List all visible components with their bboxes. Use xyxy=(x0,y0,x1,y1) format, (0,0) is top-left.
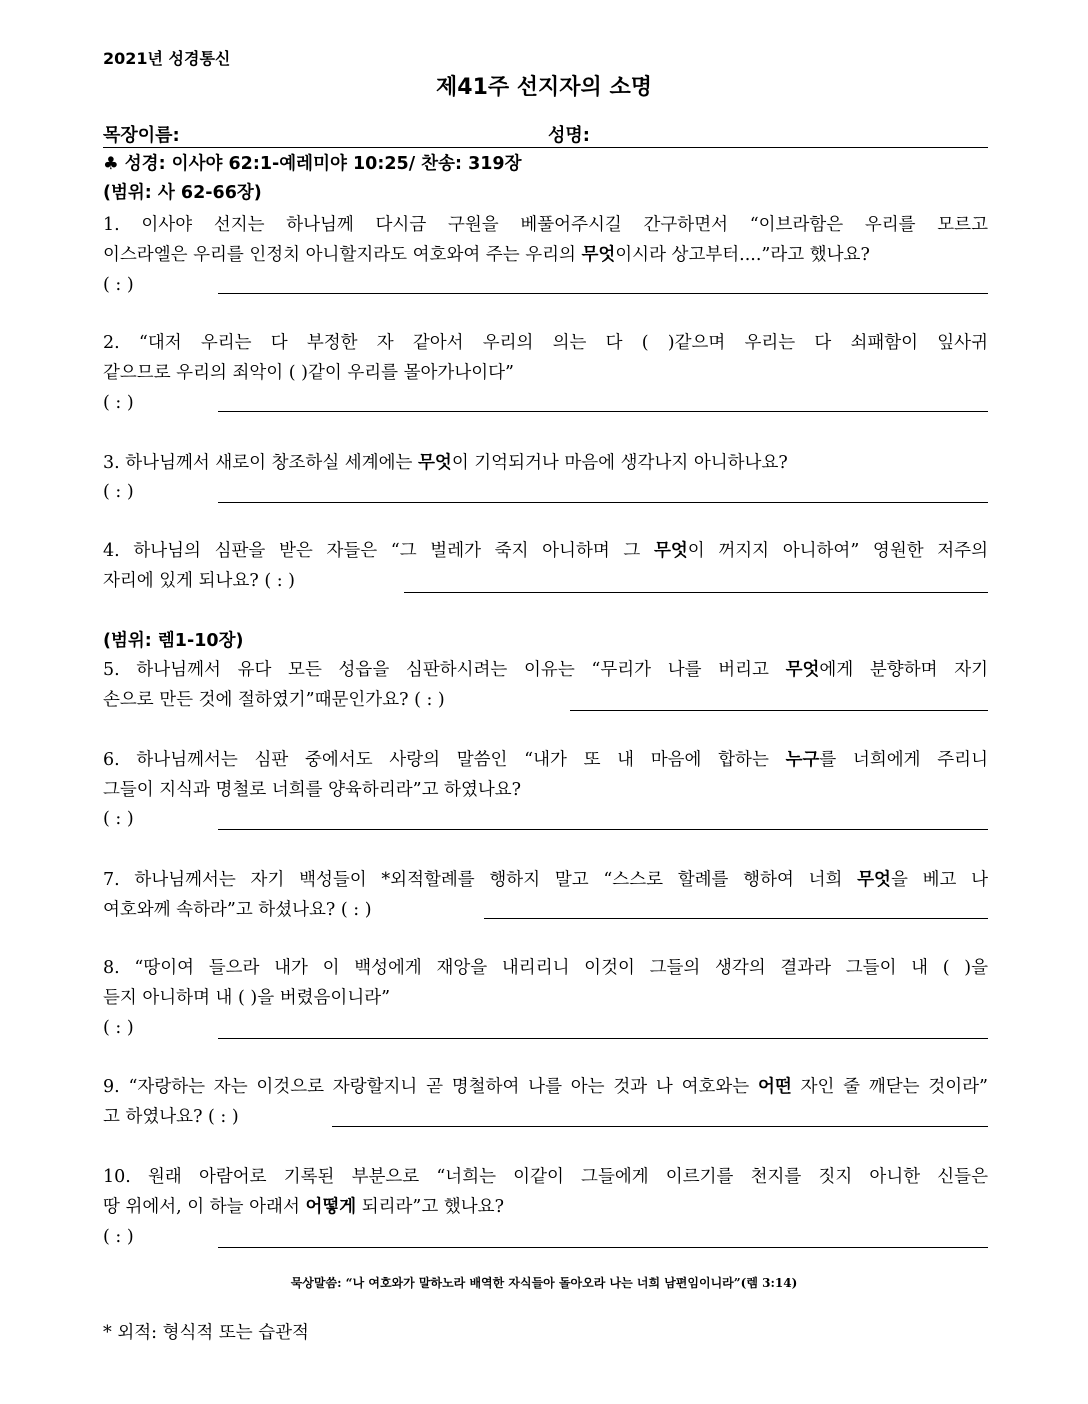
question-5 xyxy=(103,655,988,715)
section-range-1: (범위: 사 62-66장) xyxy=(103,183,262,203)
answer-line[interactable] xyxy=(218,1038,988,1039)
question-7 xyxy=(103,865,988,925)
question-line: 9. “자랑하는 자는 이것으로 자랑할지니 곧 명철하여 나를 아는 것과 나 여호와는 어떤 자인 줄 깨닫는 것이라” xyxy=(103,1077,989,1097)
section-range-2: (범위: 렘1-10장) xyxy=(103,631,244,651)
question-3 xyxy=(103,448,988,478)
question-8 xyxy=(103,953,988,1013)
answer-line[interactable] xyxy=(484,918,988,919)
question-line: 5. 하나님께서 유다 모든 성읍을 심판하시려는 이유는 “무리가 나를 버리고 무엇에게 분향하며 자기 xyxy=(103,660,989,680)
group-name-label: 목장이름: xyxy=(103,125,180,146)
question-line: 손으로 만든 것에 절하였기”때문인가요? ( : ) xyxy=(103,690,445,710)
answer-line[interactable] xyxy=(218,502,988,503)
answer-blank: ( : ) xyxy=(103,275,134,295)
answer-line[interactable] xyxy=(218,829,988,830)
question-line: 고 하였나요? ( : ) xyxy=(103,1107,239,1127)
answer-line[interactable] xyxy=(218,1247,988,1248)
header-row xyxy=(103,121,988,148)
question-6 xyxy=(103,745,988,805)
question-line: 3. 하나님께서 새로이 창조하실 세계에는 무엇이 기억되거나 마음에 생각나지 아니하나요? xyxy=(103,453,788,473)
answer-line[interactable] xyxy=(218,411,988,412)
question-line: 7. 하나님께서는 자기 백성들이 *외적할례를 행하지 말고 “스스로 할례를 행하여 너희 무엇을 베고 나 xyxy=(103,870,989,890)
question-line: 10. 원래 아람어로 기록된 부분으로 “너희는 이같이 그들에게 이르기를 천지를 짓지 아니한 신들은 xyxy=(103,1167,988,1187)
scripture-line: ♣ 성경: 이사야 62:1-예레미야 10:25/ 찬송: 319장 xyxy=(103,154,522,174)
answer-line[interactable] xyxy=(332,1126,988,1127)
question-line: 여호와께 속하라”고 하셨나요? ( : ) xyxy=(103,900,372,920)
question-1 xyxy=(103,210,988,270)
question-line: 그들이 지식과 명철로 너희를 양육하리라”고 하였나요? xyxy=(103,780,522,800)
page-title: 제41주 선지자의 소명 xyxy=(436,75,652,100)
question-line: 자리에 있게 되나요? ( : ) xyxy=(103,571,295,591)
question-line: 같으므로 우리의 죄악이 ( )같이 우리를 몰아가나이다” xyxy=(103,363,514,383)
question-line: 8. “땅이여 들으라 내가 이 백성에게 재앙을 내리리니 이것이 그들의 생각의 결과라 그들이 내 ( )을 xyxy=(103,958,988,978)
answer-blank: ( : ) xyxy=(103,1227,134,1247)
question-4 xyxy=(103,536,988,596)
answer-blank: ( : ) xyxy=(103,809,134,829)
question-line: 듣지 아니하며 내 ( )을 버렸음이니라” xyxy=(103,988,391,1008)
question-9 xyxy=(103,1072,988,1132)
memory-verse: 묵상말씀: “나 여호와가 말하노라 배역한 자식들아 돌아오라 나는 너희 남편임이니라”(렘 3:14) xyxy=(290,1276,798,1290)
answer-blank: ( : ) xyxy=(103,1018,134,1038)
answer-line[interactable] xyxy=(404,592,988,593)
question-2 xyxy=(103,328,988,388)
question-line: 4. 하나님의 심판을 받은 자들은 “그 벌레가 죽지 아니하며 그 무엇이 꺼지지 아니하여” 영원한 저주의 xyxy=(103,541,988,561)
question-line: 이스라엘은 우리를 인정치 아니할지라도 여호와여 주는 우리의 무엇이시라 상고부터....”라고 했나요? xyxy=(103,245,870,265)
answer-line[interactable] xyxy=(570,710,988,711)
question-line: 땅 위에서, 이 하늘 아래서 어떻게 되리라”고 했나요? xyxy=(103,1197,504,1217)
answer-line[interactable] xyxy=(218,293,988,294)
footnote: * 외적: 형식적 또는 습관적 xyxy=(103,1323,309,1343)
question-line: 1. 이사야 선지는 하나님께 다시금 구원을 베풀어주시길 간구하면서 “이브라함은 우리를 모르고 xyxy=(103,215,988,235)
answer-blank: ( : ) xyxy=(103,482,134,502)
person-name-label: 성명: xyxy=(548,125,590,146)
question-10 xyxy=(103,1162,988,1222)
question-line: 2. “대저 우리는 다 부정한 자 같아서 우리의 의는 다 ( )같으며 우리는 다 쇠패함이 잎사귀 xyxy=(103,333,988,353)
question-line: 6. 하나님께서는 심판 중에서도 사랑의 말씀인 “내가 또 내 마음에 합하는 누구를 너희에게 주리니 xyxy=(103,750,988,770)
answer-blank: ( : ) xyxy=(103,393,134,413)
year-label: 2021년 성경통신 xyxy=(103,49,231,68)
